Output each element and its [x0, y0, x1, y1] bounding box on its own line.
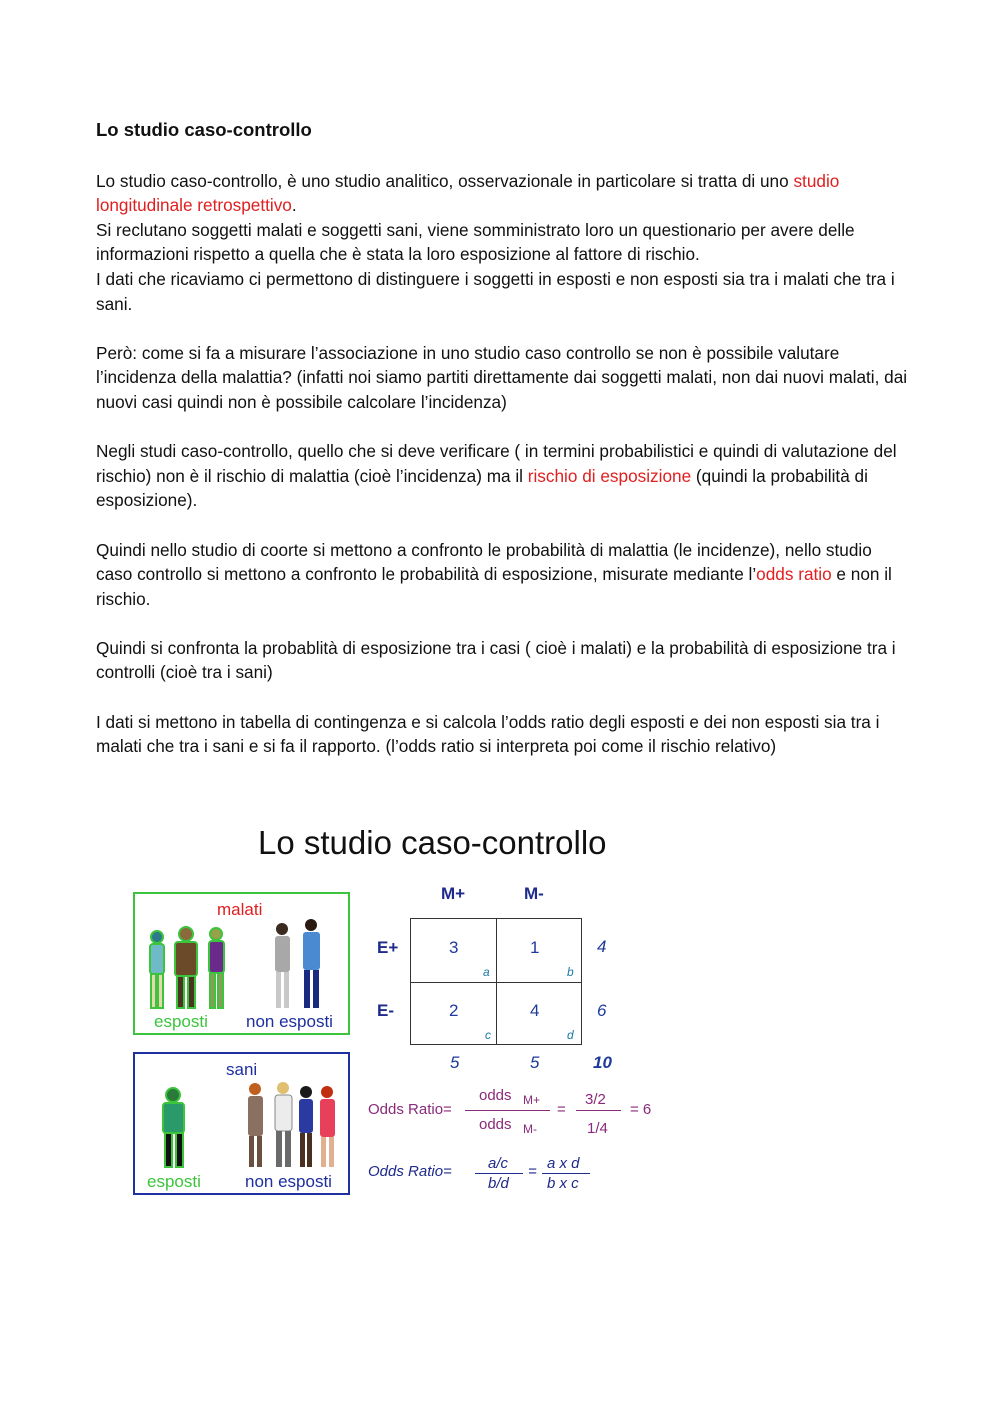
cell-a-value: 3 — [449, 938, 459, 957]
col-total-m-plus: 5 — [450, 1053, 460, 1072]
col-header-m-plus: M+ — [441, 884, 466, 903]
col-total-m-minus: 5 — [530, 1053, 540, 1072]
formula1-result: = 6 — [630, 1101, 652, 1118]
highlight-studio-longitudinale: studio longitudinale retrospettivo — [96, 170, 840, 216]
row-header-e-minus: E- — [377, 1001, 394, 1020]
formula1-denominator-sub: M- — [523, 1122, 537, 1136]
cell-b-letter: b — [567, 965, 574, 979]
malati-label: malati — [217, 900, 263, 919]
paragraph-tabella: I dati si mettono in tabella di contingenza e si calcola l’odds ratio degli esposti e dei non esposti sia tra i malati che tra i sani e si fa il rapporto. (l’odds ratio si interpreta poi come il rischio relativo) — [96, 711, 880, 757]
highlight-odds-ratio: odds ratio — [756, 564, 832, 585]
cell-c-letter: c — [485, 1028, 491, 1042]
formula1-den-value: 1/4 — [587, 1120, 608, 1137]
formula1-denominator: odds — [479, 1116, 512, 1133]
row-header-e-plus: E+ — [377, 938, 399, 957]
malati-esposti-label: esposti — [154, 1012, 208, 1031]
cell-d-value: 4 — [530, 1001, 540, 1020]
formula2-equals: = — [528, 1163, 537, 1180]
formula1-equals: = — [557, 1101, 566, 1118]
figure-title: Lo studio caso-controllo — [258, 824, 607, 861]
case-control-figure — [130, 820, 690, 1210]
sani-esposti-label: esposti — [147, 1172, 201, 1191]
formula1-num-value: 3/2 — [585, 1091, 606, 1108]
sani-non-esposti-label: non esposti — [245, 1172, 332, 1191]
formula2-denominator: b/d — [488, 1175, 509, 1192]
odds-ratio-label-1: Odds Ratio= — [368, 1101, 452, 1118]
row-total-e-minus: 6 — [597, 1001, 607, 1020]
cell-a-letter: a — [483, 965, 490, 979]
cell-c-value: 2 — [449, 1001, 459, 1020]
formula2-den-value: b x c — [547, 1175, 579, 1192]
document-body — [96, 118, 908, 783]
malati-non-esposti-label: non esposti — [246, 1012, 333, 1031]
cell-d-letter: d — [567, 1028, 574, 1042]
formula1-numerator-sub: M+ — [523, 1093, 541, 1107]
page-title: Lo studio caso-controllo — [96, 119, 312, 140]
formula2-numerator: a/c — [488, 1155, 509, 1172]
paragraph-odds-ratio: Quindi nello studio di coorte si mettono a confronto le probabilità di malattia (le incidenze), nello studio caso controllo si mettono a confronto le probabilità di esposizione, misurate mediante l’odds ratio e non il rischio. — [96, 539, 892, 609]
row-total-e-plus: 4 — [597, 937, 607, 956]
paragraph-question: Però: come si fa a misurare l’associazione in uno studio caso controllo se non è possibile valutare l’incidenza della malattia? (infatti noi siamo partiti direttamente dai soggetti malati, non dai nuovi malati, dai nuovi casi quindi non è possibile calcolare l’incidenza) — [96, 342, 908, 412]
paragraph-rischio-esposizione: Negli studi caso-controllo, quello che si deve verificare ( in termini probabilistici e quindi di valutazione del rischio) non è il rischio di malattia (cioè l’incidenza) ma il rischio di esposizione (quindi la probabilità di esposizione). — [96, 441, 897, 511]
sani-label: sani — [226, 1060, 258, 1079]
paragraph-confronto: Quindi si confronta la probablità di esposizione tra i casi ( cioè i malati) e la probabilità di esposizione tra i controlli (cioè tra i sani) — [96, 637, 896, 683]
paragraph-intro: Lo studio caso-controllo, è uno studio analitico, osservazionale in particolare si tratta di uno studio longitudinale retrospettivo. Si reclutano soggetti malati e soggetti sani, viene somministrato loro un questionario per avere delle informazioni rispetto a quella che è stata la loro esposizione al fattore di rischio. I dati che ricaviamo ci permettono di distinguere i soggetti in esposti e non esposti sia tra i malati che tra i sani. — [96, 170, 895, 314]
grand-total: 10 — [593, 1053, 612, 1072]
contingency-table — [410, 918, 582, 1045]
cell-b-value: 1 — [530, 938, 540, 957]
formula2-num-value: a x d — [547, 1155, 580, 1172]
formula1-numerator: odds — [479, 1087, 512, 1104]
highlight-rischio-esposizione: rischio di esposizione — [527, 465, 692, 486]
col-header-m-minus: M- — [524, 884, 544, 903]
odds-ratio-label-2: Odds Ratio= — [368, 1163, 452, 1180]
